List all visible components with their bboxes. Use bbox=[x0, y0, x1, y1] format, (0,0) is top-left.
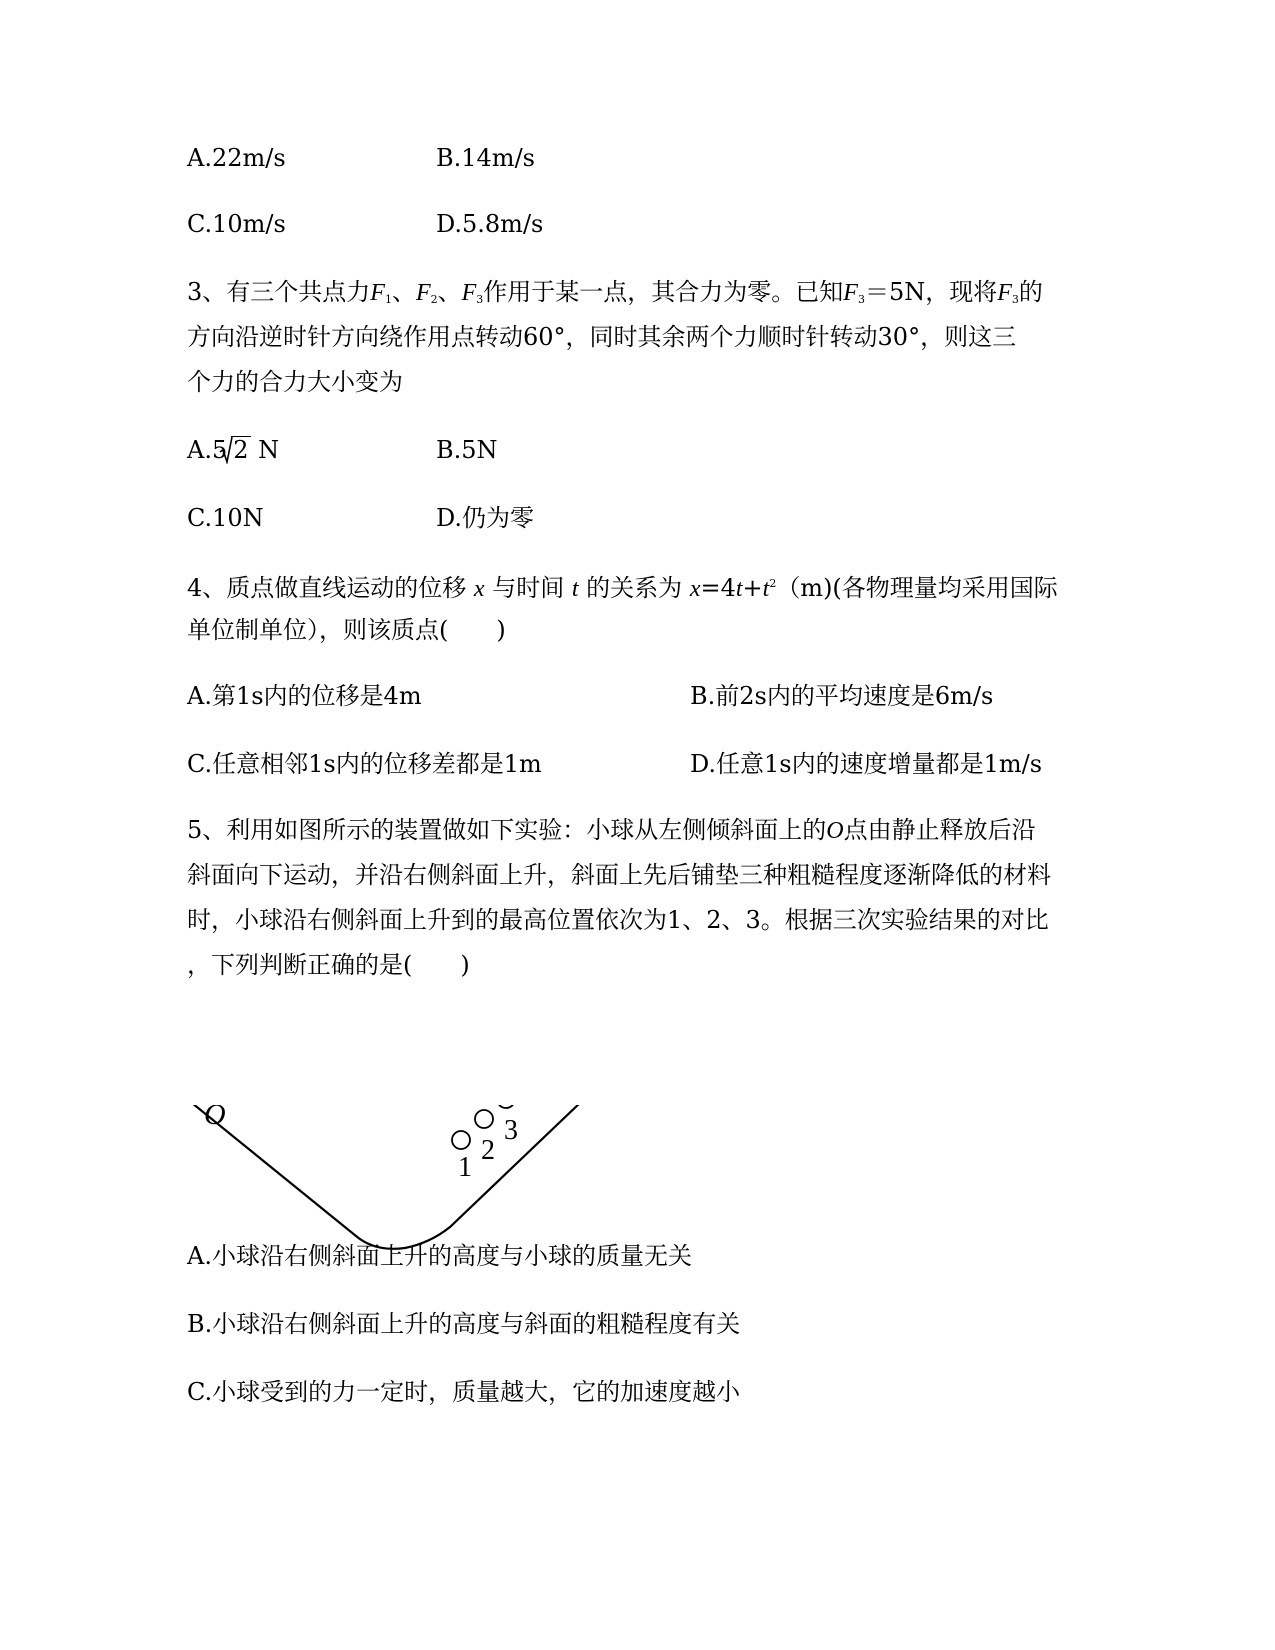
q4-stem-line-2: 单位制单位），则该质点( ) bbox=[187, 616, 506, 644]
q5-option-b: B.小球沿右侧斜面上升的高度与斜面的粗糙程度有关 bbox=[187, 1310, 741, 1338]
q4-option-a: A.第1s内的位移是4m bbox=[187, 682, 422, 710]
track-curve bbox=[192, 1105, 582, 1249]
var-x: x bbox=[473, 576, 485, 602]
q5-stem-text: 5、利用如图所示的装置做如下实验：小球从左侧倾斜面上的 bbox=[187, 816, 827, 844]
q4-option-b: B.前2s内的平均速度是6m/s bbox=[690, 682, 994, 710]
var-f3: F bbox=[997, 280, 1012, 306]
radicand: 2 bbox=[233, 436, 249, 464]
sub-2: 2 bbox=[430, 293, 438, 306]
q3-stem-text: 3、有三个共点力 bbox=[187, 278, 371, 306]
label-3: 3 bbox=[504, 1115, 518, 1146]
q3-stem-line-2: 方向沿逆时针方向绕作用点转动60°，同时其余两个力顺时针转动30°，则这三 bbox=[187, 323, 1017, 351]
ball-position-2 bbox=[475, 1110, 493, 1128]
q3-stem-line-1 bbox=[187, 276, 1043, 316]
var-f1: F bbox=[370, 280, 385, 306]
q4-stem-text: 与时间 bbox=[492, 574, 565, 602]
var-o: O bbox=[826, 818, 844, 844]
var-t: t bbox=[735, 576, 743, 602]
var-t: t bbox=[571, 576, 579, 602]
q3-stem-text: 作用于某一点，其合力为零。已知 bbox=[483, 278, 844, 306]
q3-option-a bbox=[187, 434, 279, 466]
q5-stem-line-3: 时，小球沿右侧斜面上升到的最高位置依次为1、2、3。根据三次实验结果的对比 bbox=[187, 906, 1049, 934]
q2-option-a: A.22m/s bbox=[187, 144, 286, 172]
q4-stem-text: 的关系为 bbox=[586, 574, 683, 602]
ball-position-3 bbox=[497, 1105, 515, 1108]
q3-stem-line-3: 个力的合力大小变为 bbox=[187, 368, 403, 396]
q2-option-d: D.5.8m/s bbox=[436, 210, 544, 238]
q5-stem-text: 点由静止释放后沿 bbox=[843, 816, 1036, 844]
sub-1: 1 bbox=[384, 293, 392, 306]
q5-stem-line-2: 斜面向下运动，并沿右侧斜面上升，斜面上先后铺垫三种粗糙程度逐渐降低的材料 bbox=[187, 861, 1051, 889]
var-f3: F bbox=[843, 280, 858, 306]
label-2: 2 bbox=[481, 1135, 495, 1166]
q2-option-c: C.10m/s bbox=[187, 210, 286, 238]
var-x: x bbox=[689, 576, 701, 602]
q5-option-a: A.小球沿右侧斜面上升的高度与小球的质量无关 bbox=[187, 1242, 692, 1270]
var-f3: F bbox=[461, 280, 477, 306]
q4-stem-text: 4、质点做直线运动的位移 bbox=[187, 574, 467, 602]
q4-stem-line-1 bbox=[187, 568, 1058, 605]
q5-option-c: C.小球受到的力一定时，质量越大，它的加速度越小 bbox=[187, 1378, 741, 1406]
label-1: 1 bbox=[458, 1152, 472, 1183]
sub-3: 3 bbox=[1011, 293, 1019, 306]
q4-option-c: C.任意相邻1s内的位移差都是1m bbox=[187, 750, 542, 778]
label-o: O bbox=[204, 1105, 226, 1131]
q3-option-b: B.5N bbox=[436, 436, 498, 464]
q2-option-b: B.14m/s bbox=[436, 144, 535, 172]
q3-option-d: D.仍为零 bbox=[436, 504, 535, 532]
var-f2: F bbox=[415, 280, 431, 306]
sub-3: 3 bbox=[857, 293, 865, 306]
q4-option-d: D.任意1s内的速度增量都是1m/s bbox=[690, 750, 1043, 778]
equation-part: + bbox=[742, 574, 763, 602]
sub-3: 3 bbox=[476, 293, 484, 306]
q4-stem-text: （m)(各物理量均采用国际 bbox=[776, 574, 1058, 602]
q3-option-c: C.10N bbox=[187, 504, 264, 532]
q3-stem-text: ＝5N，现将 bbox=[864, 278, 998, 306]
q5-stem-line-4: ，下列判断正确的是( ) bbox=[187, 951, 470, 979]
var-t: t bbox=[762, 576, 770, 602]
separator: 、 bbox=[437, 278, 462, 306]
q3-stem-text: 的 bbox=[1018, 278, 1043, 306]
ball-position-1 bbox=[452, 1131, 470, 1149]
q3-option-a-unit: N bbox=[258, 436, 280, 464]
exponent: 2 bbox=[769, 577, 777, 590]
equation-part: =4 bbox=[700, 574, 736, 602]
separator: 、 bbox=[391, 278, 416, 306]
sqrt-symbol bbox=[227, 434, 250, 466]
q3-option-a-prefix: A.5 bbox=[187, 436, 228, 464]
q5-stem-line-1 bbox=[187, 814, 1036, 847]
